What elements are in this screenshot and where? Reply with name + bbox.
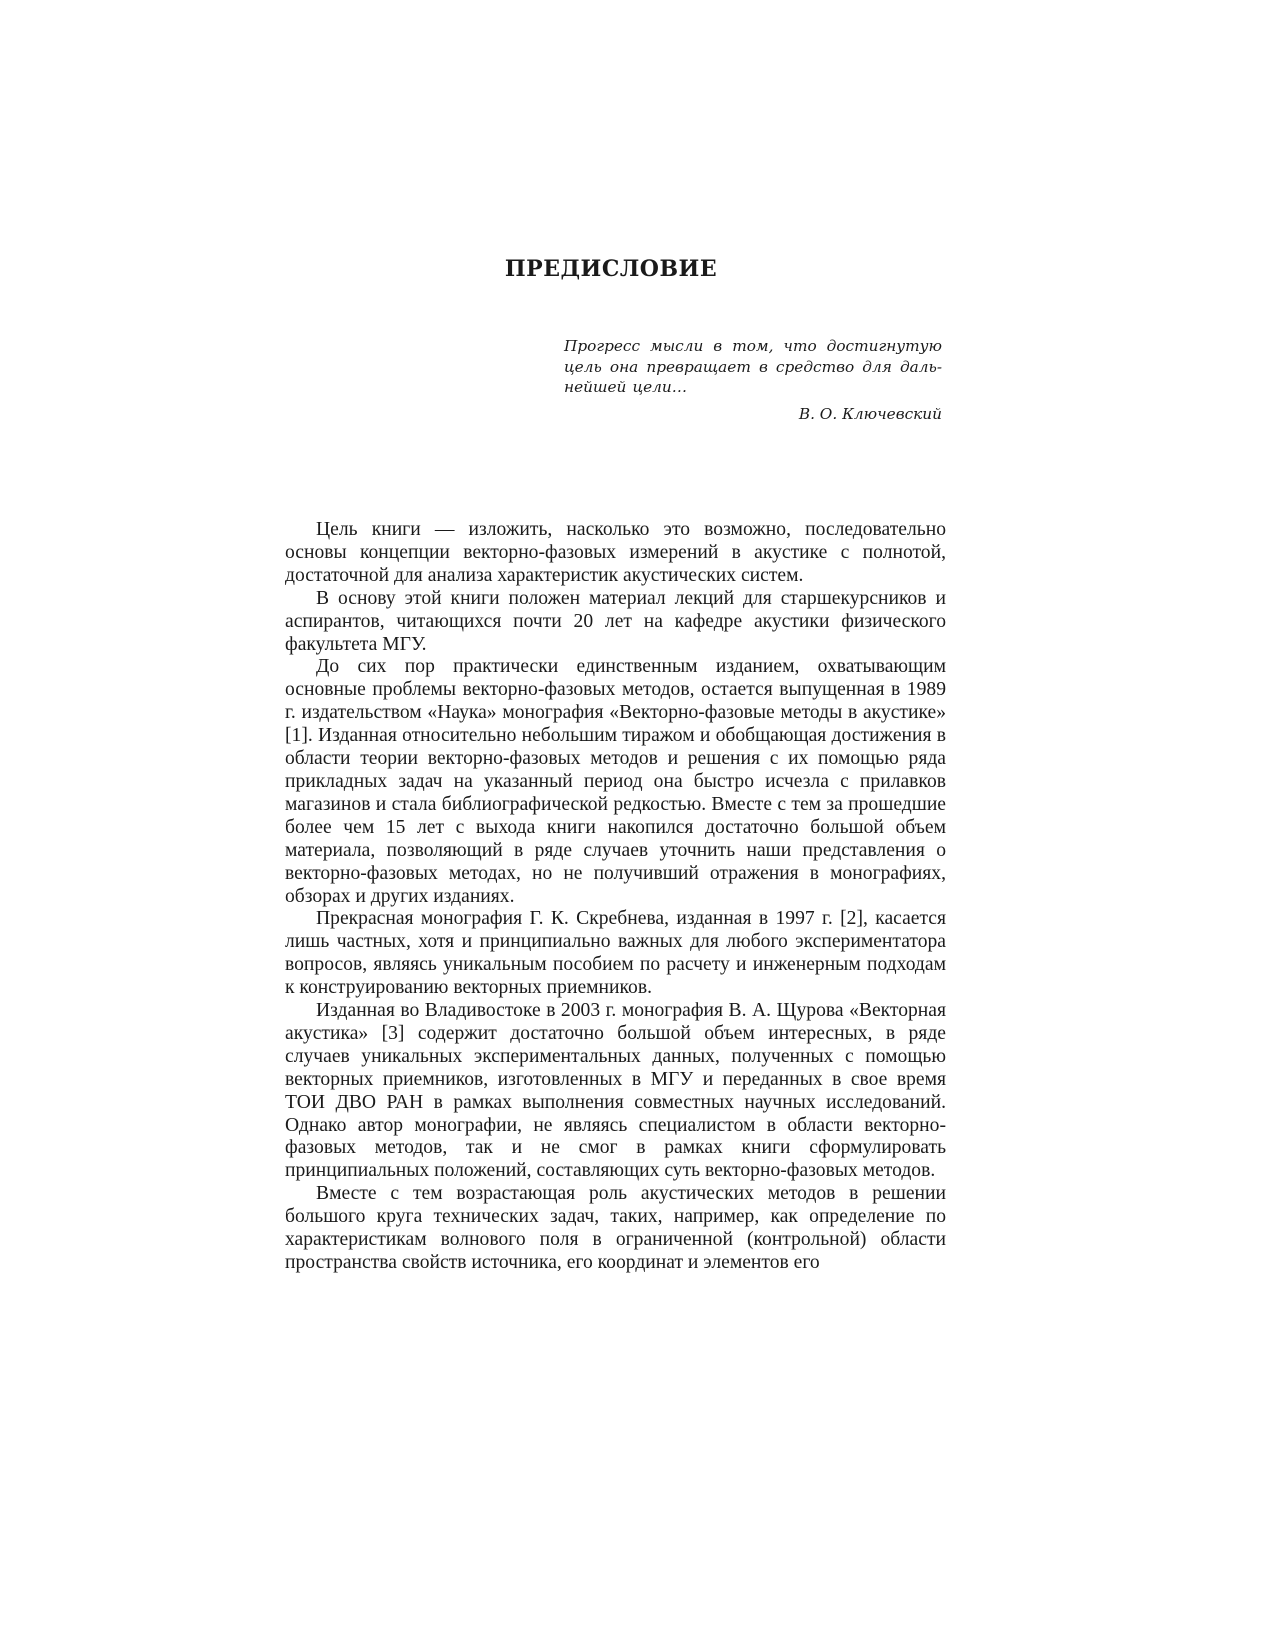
paragraph: До сих пор практически единственным изданием, охватывающим основные проблемы векторно-фазовых методов, остается выпущенная в 1989 г. издательством «Наука» монография «Векторно-фазовые методы в акустике» [1]. Изданная относительно небольшим тиражом и обобщающая достижения в области теории векторно-фазовых методов и решения с их помощью ряда прикладных задач на указанный период она быстро исчезла с прилавков магазинов и стала библиографической редкостью. Вместе с тем за прошедшие более чем 15 лет с выхода книги накопился достаточно большой объем материала, позволяющий в ряде случаев уточнить наши представления о векторно-фазовых методах, но не получивший отражения в монографиях, обзорах и других изданиях. (285, 656, 946, 907)
body-text (285, 519, 946, 1275)
page-title: ПРЕДИСЛОВИЕ (504, 256, 718, 282)
paragraph: Изданная во Владивостоке в 2003 г. монография В. А. Щурова «Векторная акустика» [3] содержит достаточно большой объем интересных, в ряде случаев уникальных экспериментальных данных, полученных с помощью векторных приемников, изготовленных в МГУ и переданных в свое время ТОИ ДВО РАН в рамках выполнения совместных научных исследований. Однако автор монографии, не являясь специалистом в области векторно-фазовых методов, так и не смог в рамках книги сформулировать принципиальных положений, составляющих суть векторно-фазовых методов. (285, 1000, 946, 1182)
epigraph (564, 336, 942, 425)
epigraph-author: В. О. Ключевский (798, 405, 942, 424)
paragraph: Цель книги — изложить, насколько это возможно, последовательно основы концепции векторно-фазовых измерений в акустике с полнотой, достаточной для анализа характеристик акустических систем. (285, 519, 946, 586)
paragraph: Вместе с тем возрастающая роль акустических методов в решении большого круга технических задач, таких, например, как определение по характеристикам волнового поля в ограниченной (контрольной) области пространства свойств источника, его координат и элементов его (285, 1183, 946, 1273)
paragraph: Прекрасная монография Г. К. Скребнева, изданная в 1997 г. [2], касается лишь частных, хотя и принципиально важных для любого экспериментатора вопросов, являясь уникальным пособием по расчету и инженерным подходам к конструированию векторных приемников. (285, 908, 946, 999)
epigraph-quote: Прогресс мысли в том, что достигнутую цель она превращает в средство для дальнейшей цели… (564, 337, 942, 397)
paragraph: В основу этой книги положен материал лекций для старшекурсников и аспирантов, читающихся почти 20 лет на кафедре акустики физического факультета МГУ. (285, 587, 946, 655)
